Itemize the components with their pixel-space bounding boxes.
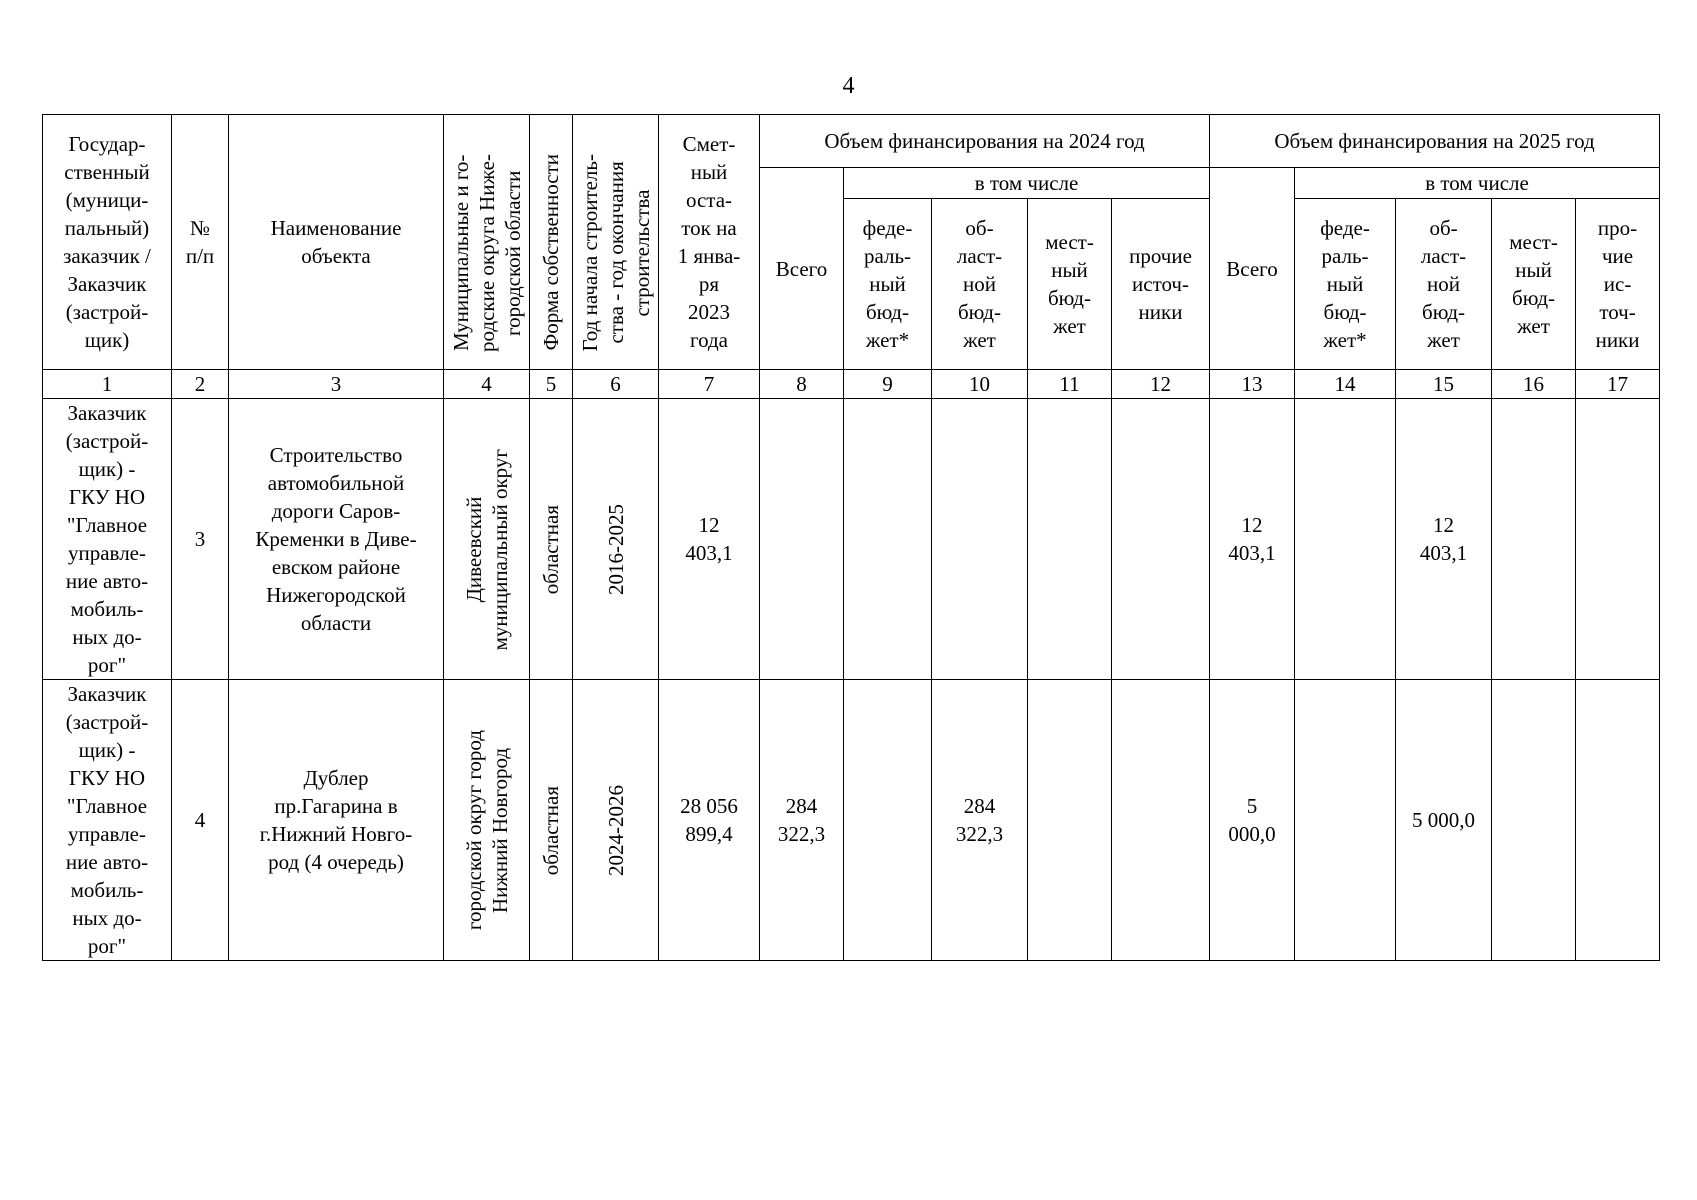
row-federal-2024 (844, 680, 932, 961)
row-federal-2025 (1295, 399, 1396, 680)
table-row (43, 399, 1660, 680)
column-number: 8 (760, 370, 844, 399)
row-local-2024 (1028, 399, 1112, 680)
header-federal-2025: феде- раль- ный бюд- жет* (1295, 199, 1396, 370)
row-customer: Заказчик (застрой- щик) - ГКУ НО "Главное управле- ние авто- мобиль- ных до- рог" (43, 680, 172, 961)
header-including-2024: в том числе (844, 168, 1210, 199)
row-municipality-text: городской округ город Нижний Новгород (461, 730, 512, 931)
header-years-text: Год начала строитель- ства - год окончания строительства (577, 153, 654, 352)
row-local-2025 (1492, 680, 1576, 961)
row-years-text: 2024-2026 (603, 785, 628, 876)
row-federal-2025 (1295, 680, 1396, 961)
header-fin-2024: Объем финансирования на 2024 год (760, 115, 1210, 168)
header-regional-2024: об- ласт- ной бюд- жет (932, 199, 1028, 370)
column-number: 10 (932, 370, 1028, 399)
row-object-name: Строительство автомобильной дороги Саров- Кременки в Диве- евском районе Нижегородской области (229, 399, 444, 680)
header-estimate: Смет- ный оста- ток на 1 янва- ря 2023 года (659, 115, 760, 370)
row-ownership (530, 680, 573, 961)
row-customer: Заказчик (застрой- щик) - ГКУ НО "Главное управле- ние авто- мобиль- ных до- рог" (43, 399, 172, 680)
row-total-2024 (760, 399, 844, 680)
column-number: 4 (444, 370, 530, 399)
header-fin-2025: Объем финансирования на 2025 год (1210, 115, 1660, 168)
row-total-2025: 5 000,0 (1210, 680, 1295, 961)
row-total-2024: 284 322,3 (760, 680, 844, 961)
row-municipality (444, 399, 530, 680)
column-number: 7 (659, 370, 760, 399)
header-local-2025: мест- ный бюд- жет (1492, 199, 1576, 370)
row-local-2024 (1028, 680, 1112, 961)
row-total-2025: 12 403,1 (1210, 399, 1295, 680)
row-estimate: 28 056 899,4 (659, 680, 760, 961)
page-number: 4 (842, 73, 855, 99)
header-local-2024: мест- ный бюд- жет (1028, 199, 1112, 370)
row-years (573, 399, 659, 680)
header-num: № п/п (172, 115, 229, 370)
column-number: 5 (530, 370, 573, 399)
row-ownership (530, 399, 573, 680)
column-number: 1 (43, 370, 172, 399)
header-years (573, 115, 659, 370)
row-estimate: 12 403,1 (659, 399, 760, 680)
row-regional-2024: 284 322,3 (932, 680, 1028, 961)
column-number: 11 (1028, 370, 1112, 399)
row-ownership-text: областная (539, 504, 563, 595)
column-number: 14 (1295, 370, 1396, 399)
row-years-text: 2016-2025 (603, 504, 628, 595)
row-num: 3 (172, 399, 229, 680)
header-object-name: Наименование объекта (229, 115, 444, 370)
column-number: 13 (1210, 370, 1295, 399)
row-local-2025 (1492, 399, 1576, 680)
column-number: 6 (573, 370, 659, 399)
row-other-2025 (1576, 399, 1660, 680)
column-number: 9 (844, 370, 932, 399)
financing-table (42, 114, 1660, 961)
row-other-2025 (1576, 680, 1660, 961)
header-including-2025: в том числе (1295, 168, 1660, 199)
row-regional-2025: 5 000,0 (1396, 680, 1492, 961)
header-row-1 (43, 115, 1660, 168)
row-municipality (444, 680, 530, 961)
row-municipality-text: Дивеевский муниципальный округ (461, 448, 512, 651)
header-customer: Государ- ственный (муници- пальный) заказчик / Заказчик (застрой- щик) (43, 115, 172, 370)
row-ownership-text: областная (539, 785, 563, 876)
column-numbers-row (43, 370, 1660, 399)
header-total-2024: Всего (760, 168, 844, 370)
row-object-name: Дублер пр.Гагарина в г.Нижний Новго- род (4 очередь) (229, 680, 444, 961)
header-ownership (530, 115, 573, 370)
column-number: 16 (1492, 370, 1576, 399)
row-regional-2025: 12 403,1 (1396, 399, 1492, 680)
column-number: 17 (1576, 370, 1660, 399)
row-other-2024 (1112, 399, 1210, 680)
column-number: 3 (229, 370, 444, 399)
column-number: 2 (172, 370, 229, 399)
header-other-2025: про- чие ис- точ- ники (1576, 199, 1660, 370)
row-regional-2024 (932, 399, 1028, 680)
row-years (573, 680, 659, 961)
row-other-2024 (1112, 680, 1210, 961)
column-number: 15 (1396, 370, 1492, 399)
header-federal-2024: феде- раль- ный бюд- жет* (844, 199, 932, 370)
row-federal-2024 (844, 399, 932, 680)
header-regional-2025: об- ласт- ной бюд- жет (1396, 199, 1492, 370)
header-total-2025: Всего (1210, 168, 1295, 370)
table-row (43, 680, 1660, 961)
header-ownership-text: Форма собственности (539, 154, 563, 351)
header-municipality-text: Муниципальные и го- родские округа Ниже- городской области (448, 153, 525, 352)
column-number: 12 (1112, 370, 1210, 399)
row-num: 4 (172, 680, 229, 961)
header-other-2024: прочие источ- ники (1112, 199, 1210, 370)
header-municipality (444, 115, 530, 370)
